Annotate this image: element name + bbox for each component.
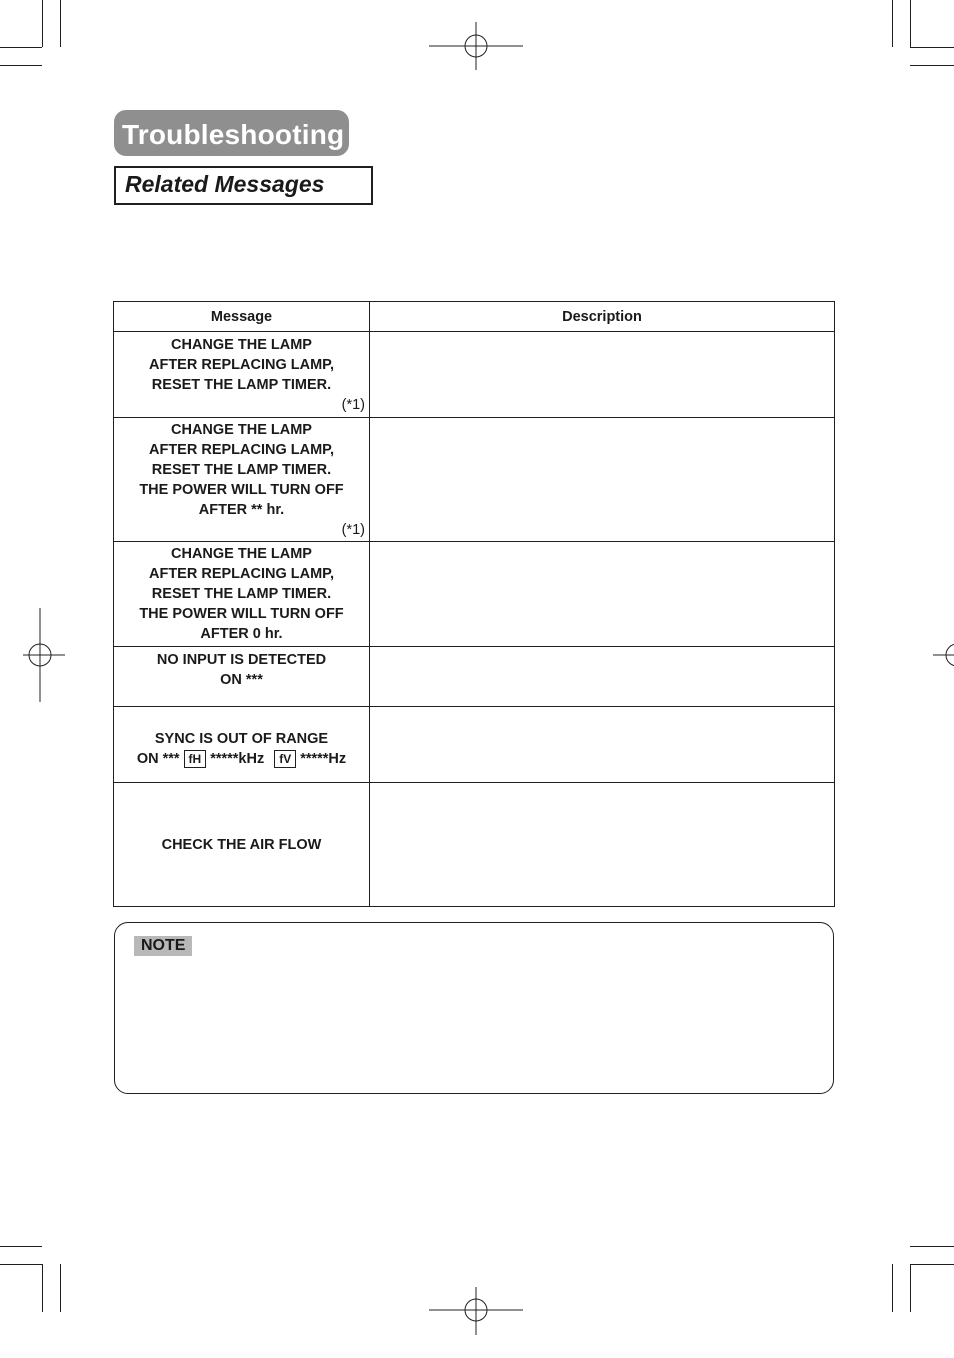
message-line: THE POWER WILL TURN OFF xyxy=(139,606,344,622)
message-line: SYNC IS OUT OF RANGE xyxy=(154,730,329,747)
crop-mark xyxy=(42,0,43,47)
crop-mark xyxy=(42,1264,43,1312)
column-header-description: Description xyxy=(370,302,835,332)
description-cell xyxy=(370,332,835,418)
messages-table xyxy=(113,301,835,907)
crop-mark xyxy=(0,65,42,66)
registration-crosshair-icon xyxy=(429,0,523,94)
crop-mark xyxy=(910,1264,911,1312)
crop-mark xyxy=(910,1246,954,1247)
registration-crosshair-icon xyxy=(0,608,94,702)
crop-mark xyxy=(910,0,911,47)
crop-mark xyxy=(0,47,42,48)
description-cell xyxy=(370,647,835,707)
description-cell xyxy=(370,418,835,542)
message-line: CHECK THE AIR FLOW xyxy=(161,836,322,853)
message-line: AFTER REPLACING LAMP, xyxy=(148,441,335,458)
description-cell xyxy=(370,783,835,907)
message-cell xyxy=(114,783,370,907)
message-line: THE POWER WILL TURN OFF xyxy=(139,481,344,498)
registration-crosshair-icon xyxy=(429,1264,523,1358)
message-line: ON *** xyxy=(220,671,263,688)
message-line: AFTER REPLACING LAMP, xyxy=(148,566,335,582)
table-row xyxy=(114,418,835,542)
message-line: CHANGE THE LAMP xyxy=(171,421,312,438)
message-line: AFTER REPLACING LAMP, xyxy=(148,356,335,373)
crop-mark xyxy=(910,47,954,48)
khz-value: *****kHz xyxy=(210,750,265,767)
registration-crosshair-icon xyxy=(906,608,954,702)
fv-tag: fV xyxy=(274,750,296,768)
fh-tag: fH xyxy=(184,750,207,768)
note-box xyxy=(114,922,834,1094)
message-cell xyxy=(114,332,370,418)
column-header-message: Message xyxy=(114,302,370,332)
hz-value: *****Hz xyxy=(300,750,347,767)
message-cell xyxy=(114,542,370,647)
crop-mark xyxy=(892,1264,893,1312)
crop-mark xyxy=(0,1264,42,1265)
table-row xyxy=(114,542,835,647)
footnote-ref: (*1) xyxy=(341,521,365,538)
message-cell xyxy=(114,418,370,542)
message-line: AFTER 0 hr. xyxy=(200,626,283,642)
message-line: RESET THE LAMP TIMER. xyxy=(151,376,332,393)
message-line-prefix: ON *** xyxy=(136,750,180,767)
crop-mark xyxy=(910,65,954,66)
description-cell xyxy=(370,542,835,647)
crop-mark xyxy=(60,1264,61,1312)
message-line: NO INPUT IS DETECTED xyxy=(156,651,327,668)
table-row xyxy=(114,332,835,418)
table-header-row xyxy=(114,302,835,332)
crop-mark xyxy=(0,1246,42,1247)
message-line: RESET THE LAMP TIMER. xyxy=(151,461,332,478)
crop-mark xyxy=(910,1264,954,1265)
footnote-ref: (*1) xyxy=(341,396,365,413)
message-line: CHANGE THE LAMP xyxy=(171,336,312,353)
table-row xyxy=(114,647,835,707)
page-title: Troubleshooting xyxy=(114,110,349,156)
note-label: NOTE xyxy=(134,936,192,956)
table-row xyxy=(114,707,835,783)
section-title: Related Messages xyxy=(114,166,373,205)
crop-mark xyxy=(892,0,893,47)
message-cell xyxy=(114,647,370,707)
message-line: AFTER ** hr. xyxy=(198,501,285,518)
message-line xyxy=(114,749,369,769)
crop-mark xyxy=(60,0,61,47)
table-row xyxy=(114,783,835,907)
message-line: RESET THE LAMP TIMER. xyxy=(151,586,332,602)
description-cell xyxy=(370,707,835,783)
message-cell xyxy=(114,707,370,783)
message-line: CHANGE THE LAMP xyxy=(171,546,312,562)
